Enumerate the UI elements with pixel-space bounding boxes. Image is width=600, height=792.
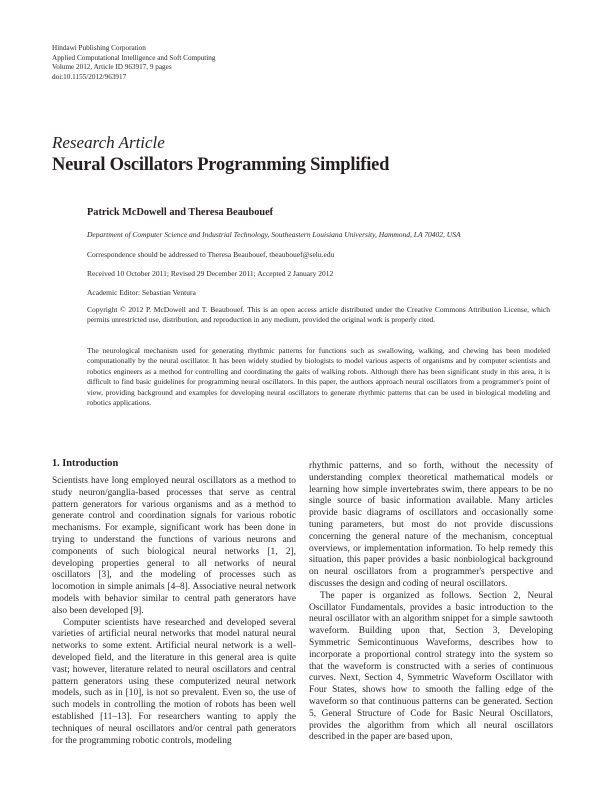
- paragraph: The paper is organized as follows. Section 2, Neural Oscillator Fundamentals, provides a basic introduction to the neural oscillator with an algorithm snippet for a simple sawtooth waveform. Building upon that, Section 3, Developing Symmetric Semicontinuous Waveforms, describes how to incorporate a proportional control strategy into the system so that the waveform is constructed with a series of continuous curves. Next, Section 4, Symmetric Waveform Oscillator with Four States, shows how to smooth the falling edge of the waveform so that continuous patterns can be generated. Section 5, General Structure of Code for Basic Neural Oscillators, provides the algorithm from which all neural oscillators described in the paper are based upon,: [309, 590, 553, 743]
- volume-info: Volume 2012, Article ID 963917, 9 pages: [52, 63, 172, 72]
- dates: Received 10 October 2011; Revised 29 December 2011; Accepted 2 January 2012: [87, 269, 334, 278]
- right-column: [309, 461, 553, 744]
- correspondence: Correspondence should be addressed to Theresa Beaubouef, tbeaubouef@selu.edu: [87, 250, 335, 259]
- paragraph: Scientists have long employed neural oscillators as a method to study neuron/ganglia-based processes that serve as central pattern generators for various organisms and as a method to generate control and coordination signals for various robotic mechanisms. For example, significant work has been done in trying to understand the functions of various neurons and components of such biological neural networks [1, 2], developing properties general to all networks of neural oscillators [3], and the modeling of processes such as locomotion in simple animals [4–8]. Associative neural network models with behavior similar to central path generators have also been developed [9].: [52, 476, 296, 616]
- authors: Patrick McDowell and Theresa Beaubouef: [87, 207, 274, 218]
- doi: doi:10.1155/2012/963917: [52, 72, 127, 81]
- article-type: Research Article: [52, 133, 165, 152]
- paper-title: Neural Oscillators Programming Simplified: [52, 155, 390, 175]
- section-heading: 1. Introduction: [52, 458, 119, 469]
- copyright-notice: Copyright © 2012 P. McDowell and T. Beaubouef. This is an open access article distributed under the Creative Commons Attribution License, which permits unrestricted use, distribution, and reproduction in any medium, provided the original work is properly cited.: [87, 305, 550, 325]
- publication-info: [52, 44, 216, 82]
- publisher: Hindawi Publishing Corporation: [52, 44, 146, 52]
- left-column: [52, 476, 296, 747]
- abstract: The neurological mechanism used for generating rhythmic patterns for functions such as swallowing, walking, and chewing has been modeled computationally by the neural oscillator. It has been widely studied by biologists to model various aspects of organisms and by computer scientists and robotics engineers as a method for controlling and coordinating the gaits of walking robots. Although there has been significant study in this area, it is difficult to find basic guidelines for programming neural oscillators. In this paper, the authors approach neural oscillators from a programmer's point of view, providing background and examples for developing neural oscillators to generate rhythmic patterns that can be used in biological modeling and robotics applications.: [87, 346, 550, 408]
- academic-editor: Academic Editor: Sebastian Ventura: [87, 288, 196, 297]
- affiliation: Department of Computer Science and Industrial Technology, Southeastern Louisiana University, Hammond, LA 70402, USA: [87, 230, 461, 239]
- journal-name: Applied Computational Intelligence and Soft Computing: [52, 53, 216, 62]
- paragraph: Computer scientists have researched and developed several varieties of artificial neural networks that model natural neural networks to some extent. Artificial neural network is a well-developed field, and the literature in this general area is quite vast; however, literature related to neural oscillators and central pattern generators using these computerized neural network models, such as in [10], is not so prevalent. Even so, the use of such models in controlling the motion of robots has been well established [11–13]. For researchers wanting to apply the techniques of neural oscillators and/or central path generators for the programming robotic controls, modeling: [52, 617, 296, 746]
- paragraph: rhythmic patterns, and so forth, without the necessity of understanding complex theoretical mathematical models or learning how simple invertebrates swim, there appears to be no single source of basic information available. Many articles provide basic diagrams of oscillators and occasionally some tuning parameters, but most do not provide discussions concerning the general nature of the mechanism, conceptual overviews, or implementation information. To help remedy this situation, this paper provides a basic nonbiological background on neural oscillators from a programmer's perspective and discusses the design and coding of neural oscillators.: [309, 461, 553, 589]
